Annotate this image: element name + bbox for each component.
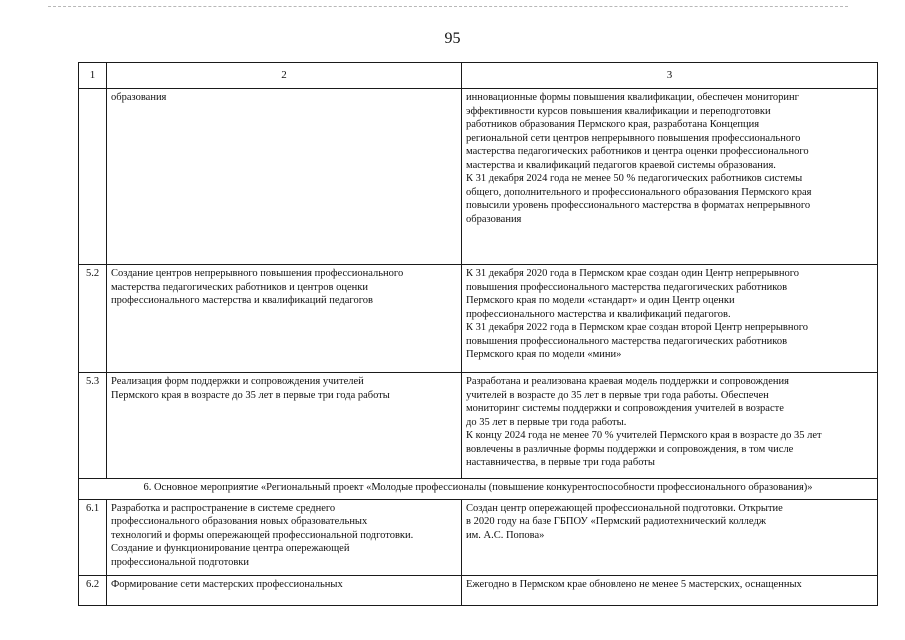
row-number (79, 89, 107, 265)
activity-text-line: профессионального образования новых образовательных (111, 516, 368, 527)
result-text-line: вовлечены в различные формы поддержки и сопровождения, в том числе (466, 443, 794, 455)
result-text-line: мастерства и квалификаций педагогов краевой системы образования. (466, 159, 776, 171)
activity-text-line: Создание центров непрерывного повышения профессионального (111, 268, 404, 279)
table-row (79, 373, 878, 479)
result-text-line: им. А.С. Попова» (466, 529, 545, 541)
result-text-line: общего, дополнительного и профессионального образования Пермского края (466, 186, 812, 198)
result-cell (462, 575, 878, 605)
result-text-line: региональной сети центров непрерывного повышения профессионального (466, 132, 801, 144)
result-text-line: в 2020 году на базе ГБПОУ «Пермский радиотехнический колледж (466, 516, 767, 527)
result-text-line: мониторинг системы поддержки и сопровождения учителей в возрасте (466, 403, 784, 414)
activity-cell (107, 265, 462, 373)
row-number: 5.2 (79, 265, 107, 373)
result-text-line: К 31 декабря 2022 года в Пермском крае создан второй Центр непрерывного (466, 322, 809, 333)
activity-text-line: Создание и функционирование центра опережающей (111, 543, 350, 554)
column-header-1: 1 (79, 63, 107, 89)
table-row (79, 265, 878, 373)
result-text-line: инновационные формы повышения квалификации, обеспечен мониторинг (466, 92, 799, 103)
result-text-line: работников образования Пермского края, разработана Концепция (466, 119, 760, 130)
result-text-line: повышения профессионального мастерства педагогических работников (466, 335, 788, 347)
result-text-line: Создан центр опережающей профессиональной подготовки. Открытие (466, 502, 783, 514)
activity-cell (107, 575, 462, 605)
row-number: 6.1 (79, 499, 107, 575)
result-cell (462, 373, 878, 479)
column-header-3: 3 (462, 63, 878, 89)
activity-cell (107, 373, 462, 479)
activity-text-line: мастерства педагогических работников и центров оценки (111, 281, 368, 293)
result-text-line: Пермского края по модели «мини» (466, 349, 622, 360)
result-text-line: профессионального мастерства и квалификаций педагогов. (466, 308, 731, 320)
result-text-line: учителей в возрасте до 35 лет в первые три года работы. Обеспечен (466, 389, 769, 401)
result-text-line: эффективности курсов повышения квалификации и переподготовки (466, 105, 771, 117)
column-header-2: 2 (107, 63, 462, 89)
section-heading: 6. Основное мероприятие «Региональный проект «Молодые профессионалы (повышение конкурентоспособности профессионального образования)» (79, 479, 878, 500)
result-text-line: повысили уровень профессионального мастерства в форматах непрерывного (466, 200, 811, 211)
activity-text-line: Реализация форм поддержки и сопровождения учителей (111, 376, 364, 387)
scan-artifact-line (48, 6, 848, 7)
activity-text-line: профессионального мастерства и квалификаций педагогов (111, 295, 373, 306)
activity-cell (107, 499, 462, 575)
activity-text-line: Разработка и распространение в системе среднего (111, 502, 336, 514)
table-row (79, 575, 878, 605)
table-row (79, 89, 878, 265)
result-text-line: образования (466, 213, 522, 225)
result-text-line: К 31 декабря 2024 года не менее 50 % педагогических работников системы (466, 173, 803, 184)
activity-text-line: технологий и формы опережающей профессиональной подготовки. (111, 529, 414, 541)
table-row (79, 499, 878, 575)
result-cell (462, 265, 878, 373)
activity-text-line: Пермского края в возрасте до 35 лет в первые три года работы (111, 389, 390, 401)
result-text-line: наставничества, в первые три года работы (466, 457, 655, 468)
activity-cell (107, 89, 462, 265)
result-text-line: Пермского края по модели «стандарт» и один Центр оценки (466, 295, 735, 306)
row-number: 5.3 (79, 373, 107, 479)
result-text-line: К 31 декабря 2020 года в Пермском крае создан один Центр непрерывного (466, 268, 800, 279)
result-text-line: до 35 лет в первые три года работы. (466, 416, 627, 428)
activity-text-line: образования (111, 92, 167, 103)
result-cell (462, 499, 878, 575)
activity-text-line: профессиональной подготовки (111, 556, 249, 568)
result-text-line: Разработана и реализована краевая модель поддержки и сопровождения (466, 376, 789, 387)
result-text-line: мастерства педагогических работников и центра оценки профессионального (466, 146, 809, 157)
result-text-line: повышения профессионального мастерства педагогических работников (466, 281, 788, 293)
result-cell (462, 89, 878, 265)
activity-text-line: Формирование сети мастерских профессиональных (111, 578, 343, 590)
table-header-row (79, 63, 878, 89)
results-table (78, 62, 878, 606)
row-number: 6.2 (79, 575, 107, 605)
page-number: 95 (444, 30, 461, 47)
result-text-line: Ежегодно в Пермском крае обновлено не менее 5 мастерских, оснащенных (466, 578, 802, 590)
section-row (79, 479, 878, 500)
result-text-line: К концу 2024 года не менее 70 % учителей Пермского края в возрасте до 35 лет (466, 430, 822, 441)
